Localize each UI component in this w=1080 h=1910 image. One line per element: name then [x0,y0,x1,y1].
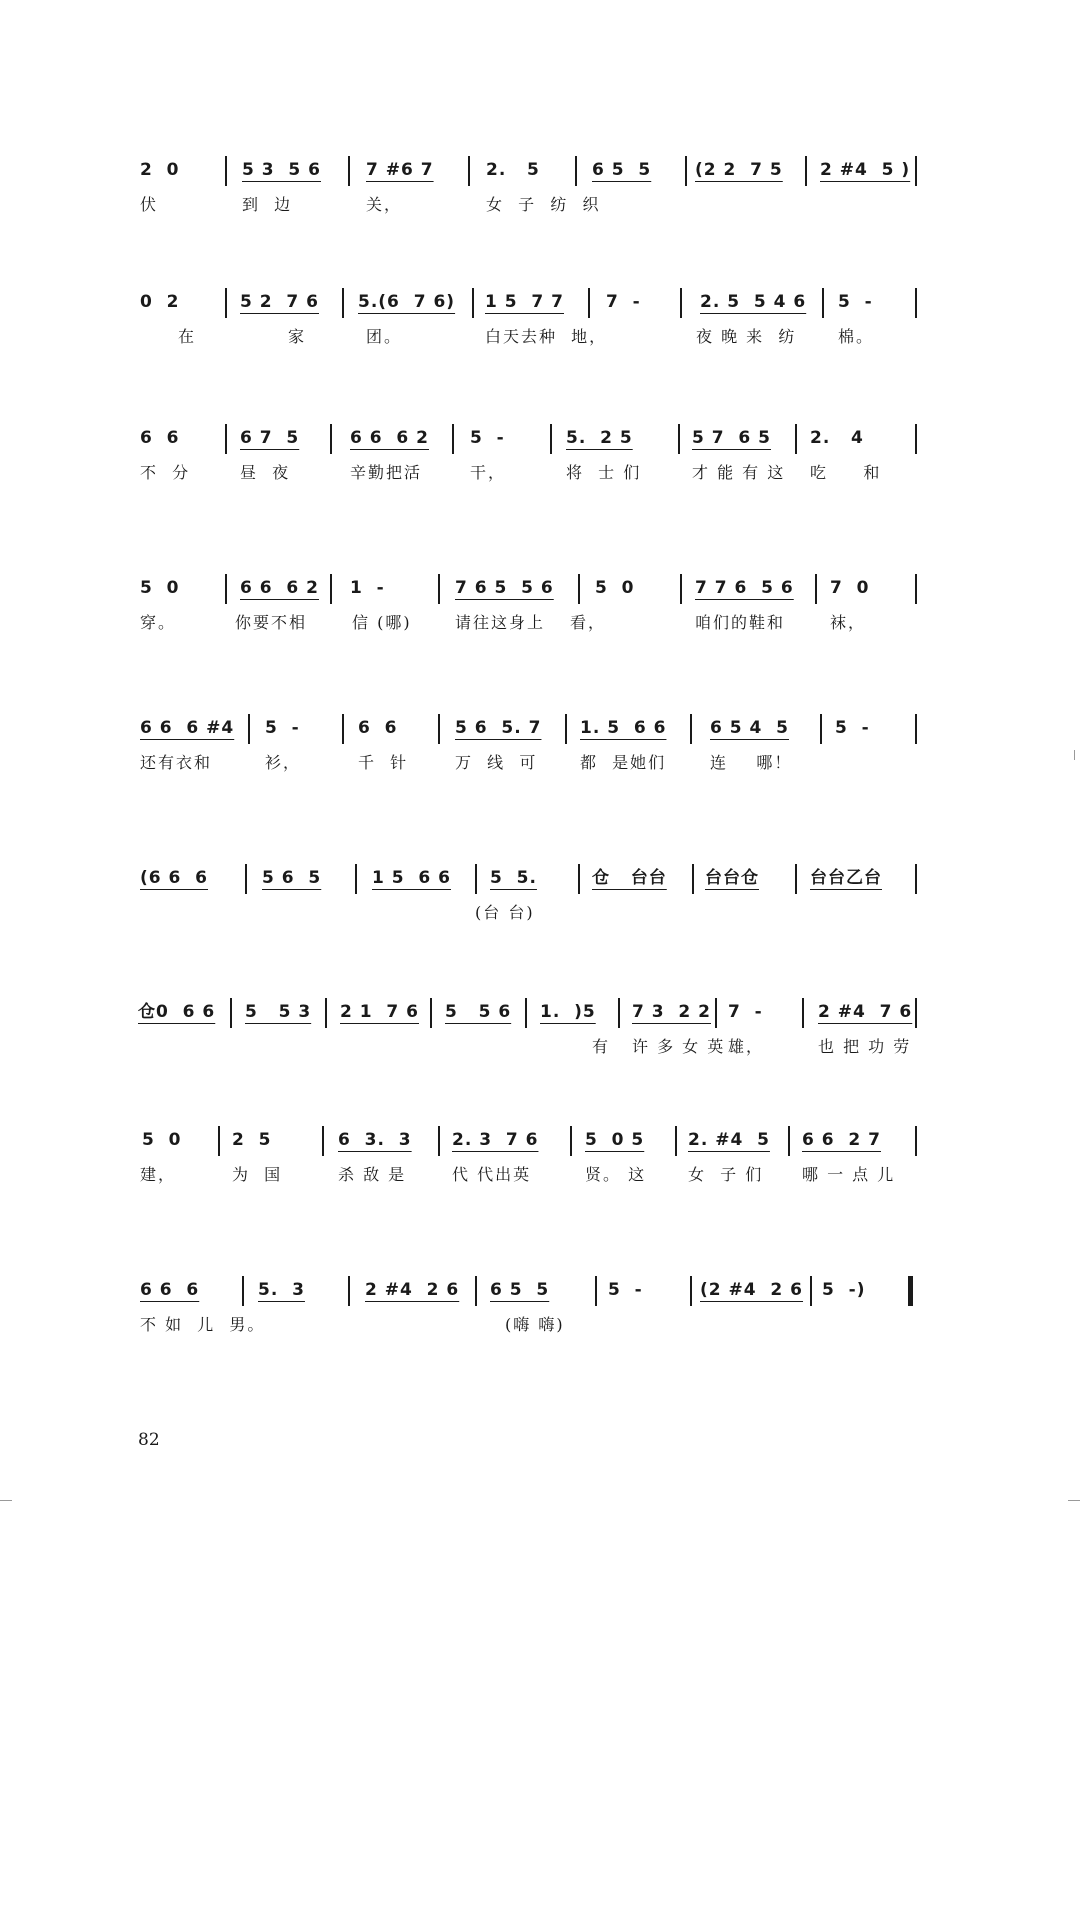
lyric: 为 国 [232,1165,283,1184]
barline [438,1126,440,1156]
measure-notes: 0 2 [140,292,180,312]
lyric: 衫， [265,753,302,772]
lyrics-row [130,1032,925,1062]
lyric: 关， [366,195,403,214]
score-system-2 [130,282,925,372]
lyrics-row [130,1310,925,1340]
lyrics-row [130,458,925,488]
measure-notes: 5 0 [140,578,180,598]
barline [692,864,694,894]
barline [230,998,232,1028]
barline [915,424,917,454]
lyric: 许 多 女 英 [632,1037,726,1056]
lyric: 请往这身上 [455,613,546,632]
measure-notes: 5 - [470,428,505,448]
barline [472,288,474,318]
notes-row [130,1270,925,1310]
barline [355,864,357,894]
barline [525,998,527,1028]
barline [570,1126,572,1156]
barline [915,714,917,744]
measure-notes: 5.(6 7 6) [358,292,456,312]
final-barline [908,1276,913,1306]
lyric: 看， [570,613,607,632]
measure-notes: 7 7 6 5 6 [695,578,794,598]
barline [452,424,454,454]
measure-notes: 2 #4 7 6 [818,1002,913,1022]
lyric: 棉。 [838,327,875,346]
lyric: 辛勤把活 [350,463,423,482]
lyric: 贤。 这 [585,1165,647,1184]
measure-notes: 2 #4 5 ) [820,160,911,180]
lyric: 也 把 功 劳 [818,1037,912,1056]
notes-row [130,418,925,458]
lyric: 夜 晚 来 纺 [696,327,797,346]
measure-notes: 2. 5 [486,160,540,180]
measure-notes: 仓 台台 [592,868,667,888]
measure-notes: 5 0 [142,1130,182,1150]
measure-notes: 2 0 [140,160,180,180]
measure-notes: 5 3 5 6 [242,160,321,180]
measure-notes: 5 - [265,718,300,738]
notes-row [130,1120,925,1160]
measure-notes: 6 3. 3 [338,1130,412,1150]
lyric: 在 [178,327,197,346]
measure-notes: 5 - [838,292,873,312]
score-system-4 [130,568,925,658]
lyric: 杀 敌 是 [338,1165,407,1184]
barline [715,998,717,1028]
barline [578,864,580,894]
barline [680,288,682,318]
barline [438,714,440,744]
measure-notes: 5 6 5 [262,868,322,888]
lyrics-row [130,748,925,778]
notes-row [130,150,925,190]
score-system-1 [130,150,925,240]
barline [475,864,477,894]
lyric: 女 子 们 [688,1165,764,1184]
measure-notes: 2. 3 7 6 [452,1130,539,1150]
measure-notes: 2 1 7 6 [340,1002,419,1022]
lyric: 昼 夜 [240,463,291,482]
lyric: 咱们的鞋和 [695,613,786,632]
lyric: 女 子 纺 织 [486,195,601,214]
measure-notes: 1 5 7 7 [485,292,564,312]
lyric: 千 针 [358,753,409,772]
lyric: 吃 和 [810,463,882,482]
measure-notes: 2. #4 5 [688,1130,770,1150]
barline [805,156,807,186]
barline [810,1276,812,1306]
lyrics-row [130,898,925,928]
measure-notes: 6 5 5 [592,160,652,180]
barline [342,714,344,744]
barline [822,288,824,318]
measure-notes: 5 - [608,1280,643,1300]
measure-notes: 2 #4 2 6 [365,1280,460,1300]
lyric: 到 边 [242,195,293,214]
barline [475,1276,477,1306]
lyric: 信 (哪) [352,613,412,632]
page-number: 82 [138,1430,160,1450]
measure-notes: 6 6 6 2 [240,578,319,598]
barline [322,1126,324,1156]
barline [330,574,332,604]
lyric: 干， [470,463,507,482]
barline [915,156,917,186]
measure-notes: 6 5 5 [490,1280,550,1300]
measure-notes: 6 7 5 [240,428,300,448]
measure-notes: 台台乙台 [810,868,882,888]
measure-notes: 5 0 5 [585,1130,645,1150]
measure-notes: 1. )5 [540,1002,596,1022]
measure-notes: 5 5 3 [245,1002,312,1022]
measure-notes: 1 - [350,578,385,598]
lyric: 伏 [140,195,159,214]
measure-notes: 6 6 [140,428,180,448]
measure-notes: (2 #4 2 6 [700,1280,804,1300]
barline [595,1276,597,1306]
barline [690,1276,692,1306]
barline [820,714,822,744]
barline [325,998,327,1028]
measure-notes: 台台仓 [705,868,759,888]
barline [330,424,332,454]
measure-notes: 6 6 6 [140,1280,200,1300]
measure-notes: 7 #6 7 [366,160,434,180]
lyrics-row [130,1160,925,1190]
lyric: 团。 [366,327,403,346]
lyric: 建， [140,1165,177,1184]
lyric: 代 代出英 [452,1165,532,1184]
lyric: 才 能 有 这 [692,463,786,482]
barline [675,1126,677,1156]
score-system-5 [130,708,925,798]
measure-notes: 5 7 6 5 [692,428,771,448]
lyric: 万 线 可 [455,753,538,772]
barline [565,714,567,744]
barline [225,288,227,318]
score-system-7 [130,992,925,1082]
barline [815,574,817,604]
measure-notes: 5 6 5. 7 [455,718,542,738]
barline [618,998,620,1028]
notes-row [130,282,925,322]
barline [218,1126,220,1156]
measure-notes: 5 5 6 [445,1002,512,1022]
lyric: 都 是她们 [580,753,667,772]
lyric: 不 如 儿 男。 [140,1315,266,1334]
barline [788,1126,790,1156]
barline [578,574,580,604]
measure-notes: 7 6 5 5 6 [455,578,554,598]
barline [225,156,227,186]
measure-notes: 2. 5 5 4 6 [700,292,807,312]
measure-notes: 6 6 6 #4 [140,718,235,738]
barline [915,1126,917,1156]
lyric: 将 士 们 [566,463,642,482]
measure-notes: 6 6 2 7 [802,1130,881,1150]
measure-notes: 5 - [835,718,870,738]
measure-notes: 5. 3 [258,1280,305,1300]
barline [690,714,692,744]
measure-notes: (6 6 6 [140,868,209,888]
barline [438,574,440,604]
barline [550,424,552,454]
lyric: (嗨 嗨) [505,1315,565,1334]
measure-notes: 5 -) [822,1280,866,1300]
measure-notes: 1. 5 6 6 [580,718,667,738]
measure-notes: 1 5 6 6 [372,868,451,888]
score-system-6 [130,858,925,948]
score-system-8 [130,1120,925,1210]
barline [915,864,917,894]
lyric: 家 [288,327,307,346]
lyrics-row [130,322,925,352]
barline [575,156,577,186]
barline [225,574,227,604]
measure-notes: (2 2 7 5 [695,160,783,180]
measure-notes: 7 - [606,292,641,312]
lyric: (台 台) [475,903,535,922]
measure-notes: 5 0 [595,578,635,598]
measure-notes: 7 3 2 2 [632,1002,711,1022]
barline [915,574,917,604]
barline [348,1276,350,1306]
barline [680,574,682,604]
crop-mark [0,1500,12,1501]
lyric: 还有衣和 [140,753,213,772]
lyric: 哪 一 点 儿 [802,1165,896,1184]
lyrics-row [130,608,925,638]
measure-notes: 5 2 7 6 [240,292,319,312]
lyric: 有 [592,1037,611,1056]
barline [342,288,344,318]
measure-notes: 2. 4 [810,428,864,448]
barline [348,156,350,186]
notes-row [130,708,925,748]
barline [248,714,250,744]
notes-row [130,568,925,608]
barline [430,998,432,1028]
barline [588,288,590,318]
barline [802,998,804,1028]
barline [685,156,687,186]
lyric: 雄， [728,1037,765,1056]
lyric: 连 哪！ [710,753,793,772]
lyric: 白天去种 地， [485,327,608,346]
notes-row [130,858,925,898]
measure-notes: 2 5 [232,1130,272,1150]
barline [242,1276,244,1306]
barline [915,998,917,1028]
measure-notes: 6 6 6 2 [350,428,429,448]
measure-notes: 5. 2 5 [566,428,633,448]
barline [678,424,680,454]
lyrics-row [130,190,925,220]
barline [795,864,797,894]
measure-notes: 5 5. [490,868,537,888]
measure-notes: 6 6 [358,718,398,738]
barline [915,288,917,318]
lyric: 你要不相 [235,613,308,632]
measure-notes: 7 0 [830,578,870,598]
barline [795,424,797,454]
score-system-3 [130,418,925,508]
lyric: 袜， [830,613,867,632]
lyric: 不 分 [140,463,191,482]
barline [245,864,247,894]
measure-notes: 6 5 4 5 [710,718,789,738]
measure-notes: 仓0 6 6 [138,1002,216,1022]
score-system-9 [130,1270,925,1360]
barline [225,424,227,454]
notes-row [130,992,925,1032]
lyric: 穿。 [140,613,177,632]
crop-mark [1074,750,1075,760]
barline [468,156,470,186]
crop-mark [1068,1500,1080,1501]
measure-notes: 7 - [728,1002,763,1022]
